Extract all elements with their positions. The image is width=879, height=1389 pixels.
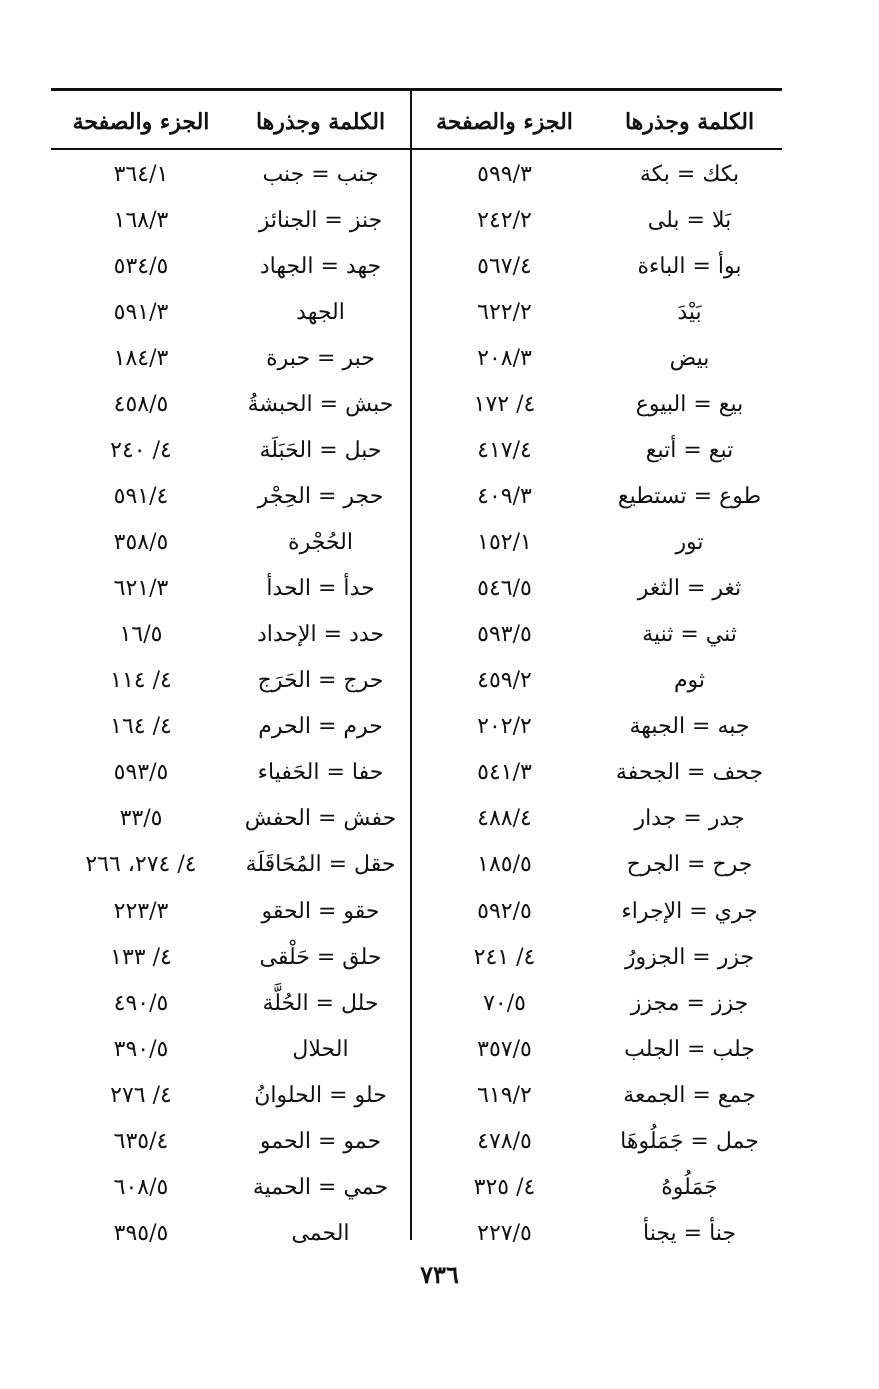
volume-page-ref: ٤٥٨/٥ [113, 392, 169, 418]
index-row [51, 244, 410, 290]
volume-page-ref: ٤/ ٢٧٤، ٢٦٦ [85, 852, 197, 878]
index-row [412, 382, 782, 428]
index-row [51, 750, 410, 796]
volume-page-ref: ٤/ ١٣٣ [110, 944, 172, 970]
header-left-word: الكلمة وجذرها [255, 109, 386, 135]
volume-page-ref: ٢٢٧/٥ [477, 1220, 532, 1246]
index-word: بيع = البيوع [635, 392, 744, 418]
index-row [51, 1027, 410, 1073]
header-right-ref: الجزء والصفحة [436, 109, 573, 135]
index-word: حقو = الحقو [261, 898, 380, 924]
index-word: بَلا = بلى [647, 208, 732, 234]
volume-page-ref: ٤/ ٢٧٦ [110, 1082, 172, 1108]
index-word: جنز = الجنائز [258, 208, 383, 234]
index-row [51, 1119, 410, 1165]
index-word: الجهد [296, 300, 345, 326]
left-index-column [51, 152, 410, 1257]
index-word: جنب = جنب [262, 162, 379, 187]
index-word: حبر = حبرة [266, 346, 375, 372]
volume-page-ref: ٤٨٨/٤ [477, 806, 532, 832]
volume-page-ref: ٤/ ١٧٢ [473, 392, 536, 418]
index-row [51, 704, 410, 750]
index-row [412, 198, 782, 244]
index-row [412, 1165, 782, 1211]
volume-page-ref: ١٦/٥ [119, 622, 163, 648]
index-row [412, 474, 782, 520]
index-row [51, 1165, 410, 1211]
volume-page-ref: ٥٤١/٣ [477, 760, 532, 786]
index-row [412, 704, 782, 750]
volume-page-ref: ٣٦٤/١ [113, 162, 169, 187]
index-word: جمع = الجمعة [623, 1082, 756, 1108]
index-word: حبل = الحَبَلَة [259, 438, 382, 464]
index-word: الحمى [291, 1220, 350, 1246]
volume-page-ref: ٣٥٨/٥ [113, 530, 169, 556]
index-row [412, 1073, 782, 1119]
index-row [412, 1027, 782, 1073]
index-row [412, 1211, 782, 1257]
header-right-word: الكلمة وجذرها [624, 109, 755, 135]
index-row [51, 566, 410, 612]
index-row [412, 520, 782, 566]
volume-page-ref: ٤/ ١١٤ [110, 668, 172, 694]
index-word: حمي = الحمية [252, 1174, 389, 1200]
index-row [51, 152, 410, 198]
index-word: طوع = تستطيع [617, 484, 762, 510]
volume-page-ref: ٤٠٩/٣ [477, 484, 532, 510]
index-word: جلب = الجلب [624, 1036, 755, 1062]
index-word: جبه = الجبهة [629, 714, 750, 740]
index-row [412, 152, 782, 198]
right-index-column [412, 152, 782, 1257]
volume-page-ref: ٣٩٥/٥ [113, 1220, 169, 1246]
volume-page-ref: ٦٢١/٣ [113, 576, 169, 602]
volume-page-ref: ١٥٢/١ [477, 530, 532, 556]
index-row [51, 612, 410, 658]
index-row [412, 612, 782, 658]
index-row [51, 981, 410, 1027]
index-word: جزز = مجزز [630, 990, 749, 1016]
index-word: جهد = الجهاد [259, 254, 382, 280]
volume-page-ref: ١٨٤/٣ [113, 346, 169, 372]
volume-page-ref: ٢٠٨/٣ [477, 346, 532, 372]
index-row [51, 1211, 410, 1257]
index-row [51, 382, 410, 428]
index-word: تبع = أتبع [645, 438, 734, 464]
volume-page-ref: ٥٩١/٣ [113, 300, 169, 326]
index-word: جري = الإجراء [621, 898, 758, 924]
index-row [412, 244, 782, 290]
index-row [412, 336, 782, 382]
index-word: حدأ = الحدأ [266, 576, 375, 602]
index-word: حرم = الحرم [258, 714, 383, 740]
index-word: حقل = المُحَاقَلَة [245, 852, 396, 878]
index-word: الحلال [292, 1036, 349, 1062]
volume-page-ref: ٥٩٢/٥ [477, 898, 532, 924]
index-row [412, 750, 782, 796]
index-word: حلو = الحلوانُ [254, 1082, 387, 1108]
index-row [51, 290, 410, 336]
index-row [412, 796, 782, 842]
index-row [51, 1073, 410, 1119]
index-row [51, 336, 410, 382]
index-word: حفش = الحفش [244, 806, 397, 832]
index-word: الحُجْرة [288, 530, 353, 556]
volume-page-ref: ٥٣٤/٥ [113, 254, 169, 280]
index-word: ثغر = الثغر [637, 576, 742, 602]
index-word: جمل = جَمَلُوهَا [620, 1128, 759, 1154]
index-row [51, 520, 410, 566]
volume-page-ref: ٦١٩/٢ [477, 1082, 532, 1108]
index-word: جَمَلُوهُ [661, 1174, 718, 1200]
index-word: حرج = الحَرَج [257, 668, 384, 694]
index-row [412, 658, 782, 704]
volume-page-ref: ٤٩٠/٥ [113, 990, 169, 1016]
index-row [412, 981, 782, 1027]
index-word: حلل = الحُلَّة [262, 990, 379, 1016]
index-word: جزر = الجزورُ [624, 944, 755, 970]
volume-page-ref: ٥٤٦/٥ [477, 576, 532, 602]
index-row [51, 935, 410, 981]
index-word: جدر = جدار [634, 806, 745, 832]
index-word: حلق = حَلْقى [259, 944, 382, 970]
volume-page-ref: ٢٤٢/٢ [477, 208, 532, 234]
table-top-rule [51, 88, 782, 91]
index-row [412, 842, 782, 888]
index-row [412, 1119, 782, 1165]
index-word: جرح = الجرح [626, 852, 753, 878]
index-word: بكك = بكة [639, 162, 740, 187]
index-word: حفا = الحَفياء [257, 760, 384, 786]
index-word: حجر = الحِجْر [257, 484, 384, 510]
volume-page-ref: ٥٩١/٤ [113, 484, 169, 510]
index-word: جنأ = يجنأ [642, 1220, 737, 1246]
index-word: حمو = الحمو [259, 1128, 382, 1154]
volume-page-ref: ١٨٥/٥ [477, 852, 532, 878]
index-row [412, 566, 782, 612]
index-word: حدد = الإحداد [256, 622, 385, 648]
volume-page-ref: ٣٥٧/٥ [477, 1036, 532, 1062]
volume-page-ref: ٤١٧/٤ [477, 438, 532, 464]
volume-page-ref: ١٦٨/٣ [113, 208, 169, 234]
volume-page-ref: ٥٦٧/٤ [477, 254, 532, 280]
volume-page-ref: ٢٠٢/٢ [477, 714, 532, 740]
index-word: حبش = الحبشةُ [247, 392, 394, 418]
index-row [412, 935, 782, 981]
index-row [51, 796, 410, 842]
volume-page-ref: ٤٧٨/٥ [477, 1128, 532, 1154]
volume-page-ref: ٤/ ٢٤٠ [110, 438, 172, 464]
volume-page-ref: ٤/ ٣٢٥ [473, 1174, 536, 1200]
index-row [51, 658, 410, 704]
index-row [412, 290, 782, 336]
index-row [51, 198, 410, 244]
volume-page-ref: ٦٢٢/٢ [477, 300, 532, 326]
index-row [51, 474, 410, 520]
volume-page-ref: ٦٣٥/٤ [113, 1128, 169, 1154]
table-header-rule [51, 148, 782, 150]
volume-page-ref: ٥٩٣/٥ [113, 760, 169, 786]
index-word: بوأ = الباءة [637, 254, 742, 280]
index-row [51, 842, 410, 888]
index-row [412, 889, 782, 935]
index-word: جحف = الجحفة [615, 760, 764, 786]
index-word: ثوم [673, 668, 706, 694]
header-left-ref: الجزء والصفحة [72, 109, 210, 135]
volume-page-ref: ٥٩٩/٣ [477, 162, 532, 187]
volume-page-ref: ٦٠٨/٥ [113, 1174, 169, 1200]
volume-page-ref: ٣٣/٥ [119, 806, 163, 832]
volume-page-ref: ٥٩٣/٥ [477, 622, 532, 648]
volume-page-ref: ٣٩٠/٥ [113, 1036, 169, 1062]
volume-page-ref: ٢٢٣/٣ [113, 898, 169, 924]
index-word: ثني = ثنية [642, 622, 737, 648]
volume-page-ref: ٧٠/٥ [483, 990, 526, 1016]
index-row [51, 428, 410, 474]
index-row [412, 428, 782, 474]
volume-page-ref: ٤٥٩/٢ [477, 668, 532, 694]
volume-page-ref: ٤/ ٢٤١ [473, 944, 536, 970]
volume-page-ref: ٤/ ١٦٤ [110, 714, 172, 740]
index-word: بيض [669, 346, 710, 372]
index-row [51, 889, 410, 935]
index-word: تور [675, 530, 704, 556]
index-word: بَيْدَ [677, 300, 702, 326]
page-number: ٧٣٦ [420, 1260, 459, 1289]
